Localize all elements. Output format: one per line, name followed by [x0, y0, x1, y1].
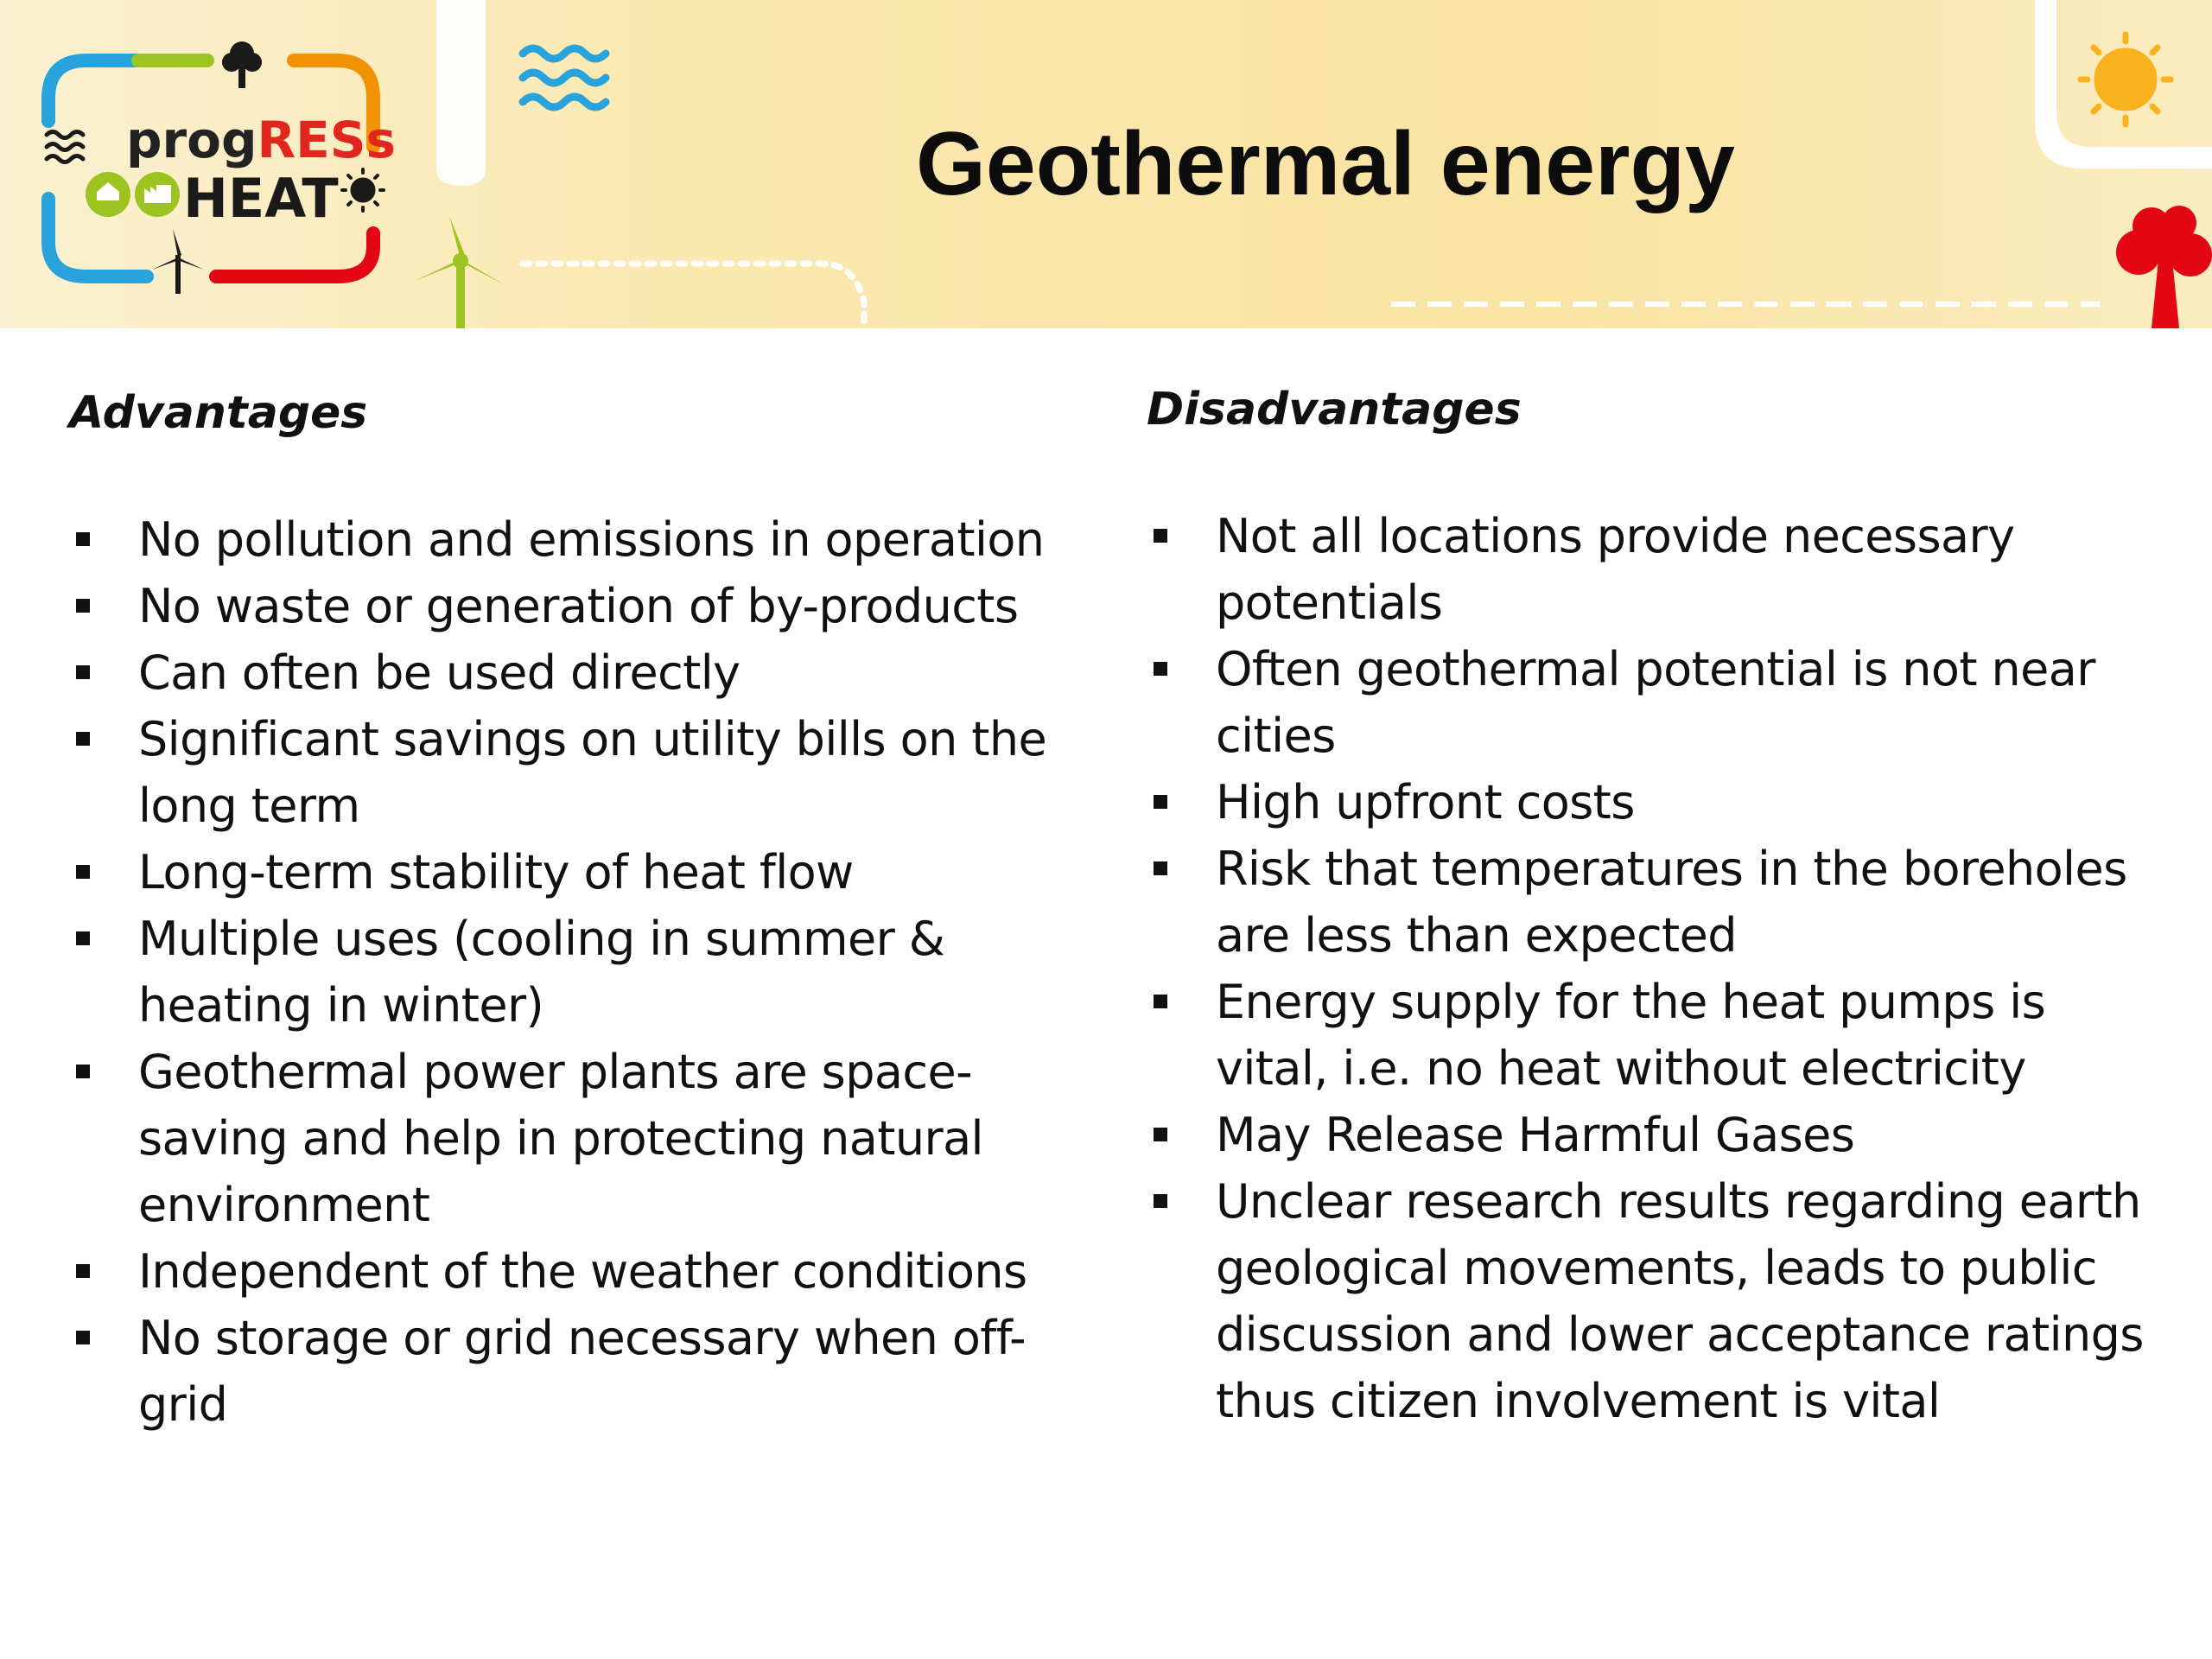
disadvantages-item: May Release Harmful Gases: [1147, 1102, 2149, 1168]
advantages-item: No pollution and emissions in operation: [69, 506, 1071, 573]
advantages-heading: Advantages: [69, 387, 368, 439]
logo-heat-wordmark: HEAT: [183, 167, 339, 230]
disadvantages-column: [1147, 377, 2149, 1434]
advantages-item: Significant savings on utility bills on the long term: [69, 706, 1071, 839]
disadvantages-list: [1147, 503, 2149, 1434]
advantages-item: Multiple uses (cooling in summer & heating in winter): [69, 906, 1071, 1039]
progress-heat-logo: [35, 35, 397, 302]
advantages-item: No waste or generation of by-products: [69, 573, 1071, 639]
disadvantages-item: Often geothermal potential is not near cities: [1147, 636, 2149, 769]
slide-title: Geothermal energy: [916, 114, 1735, 214]
advantages-item: Long-term stability of heat flow: [69, 839, 1071, 906]
disadvantages-item: Energy supply for the heat pumps is vital, i.e. no heat without electricity: [1147, 969, 2149, 1102]
advantages-list: [69, 506, 1071, 1438]
disadvantages-item: Unclear research results regarding earth geological movements, leads to public discussion and lower acceptance ratings thus citizen involvement is vital: [1147, 1168, 2149, 1434]
advantages-column: [69, 380, 1071, 1438]
disadvantages-item: Not all locations provide necessary potentials: [1147, 503, 2149, 636]
logo-wordmark: progRESs: [126, 111, 397, 169]
advantages-item: Can often be used directly: [69, 639, 1071, 706]
advantages-item: No storage or grid necessary when off-grid: [69, 1305, 1071, 1438]
disadvantages-heading: Disadvantages: [1147, 384, 1522, 435]
disadvantages-item: High upfront costs: [1147, 769, 2149, 836]
advantages-item: Independent of the weather conditions: [69, 1238, 1071, 1305]
advantages-item: Geothermal power plants are space-saving and help in protecting natural environment: [69, 1039, 1071, 1238]
disadvantages-item: Risk that temperatures in the boreholes are less than expected: [1147, 836, 2149, 969]
slide-header: [0, 0, 2212, 328]
